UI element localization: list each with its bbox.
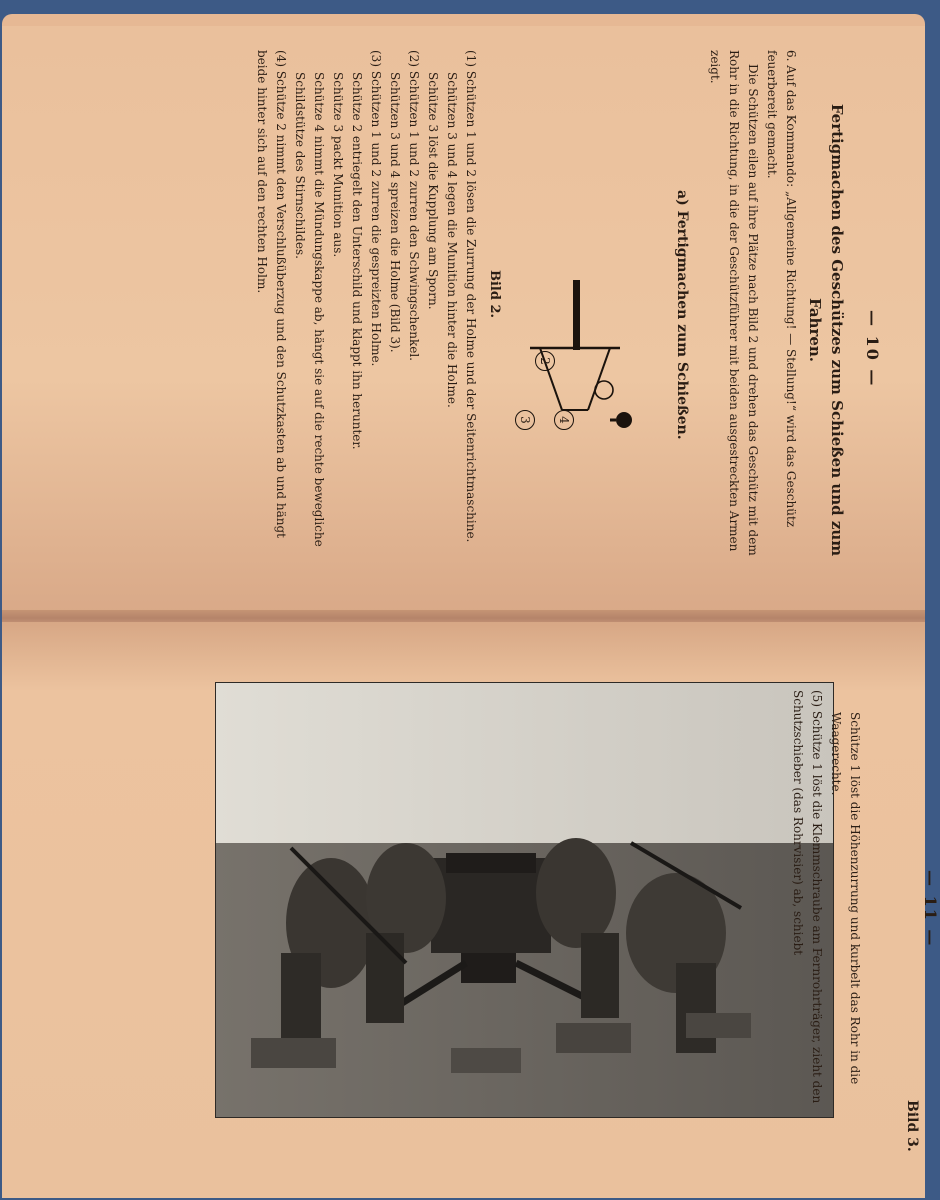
marker-3: 3: [515, 410, 535, 430]
step-item: Schütze 2 entriegelt den Unterschild und klappt ihn herunter.: [350, 72, 364, 450]
step-item: (4) Schütze 2 nimmt den Verschlußüberzug und den Schutzkasten ab und hängt beide hinter sich auf den rechten Holm.: [255, 50, 288, 538]
marker-2: 2: [535, 351, 555, 371]
step-list: [252, 50, 480, 560]
figure-bild-2: [510, 260, 650, 460]
step-item: (2) Schützen 1 und 2 zurren den Schwingschenkel.: [407, 50, 421, 361]
gun-leader-icon: [616, 412, 632, 428]
intro-paragraph: Die Schützen eilen auf ihre Plätze nach Bild 2 und drehen das Geschütz mit dem Rohr in die Richtung, in die der Geschützführer mit beiden ausgestreckten Armen zeigt.: [708, 50, 760, 556]
figure-caption-bild-2: Bild 2.: [487, 270, 502, 319]
gunner-1-icon: [595, 381, 613, 399]
gun-position-diagram: [510, 260, 650, 460]
text-paragraph: Schütze 1 löst die Höhenzurrung und kurbelt das Rohr in die Waagerechte.: [829, 712, 862, 1085]
page-number-10: — 10 —: [863, 310, 882, 388]
intro-text: [705, 50, 800, 560]
page-number-11: — 11 —: [921, 870, 940, 948]
step-item: (3) Schützen 1 und 2 zurren die gespreizten Holme.: [369, 50, 383, 367]
step-item: Schützen 3 und 4 spreizen die Holme (Bild 3).: [388, 72, 402, 353]
section-subtitle: a) Fertigmachen zum Schießen.: [674, 190, 690, 440]
intro-paragraph: 6. Auf das Kommando: „Allgemeine Richtung! — Stellung!“ wird das Geschütz feuerbereit gemacht.: [765, 50, 798, 528]
step-item: Schützen 3 und 4 legen die Munition hinter die Holme.: [445, 72, 459, 408]
page-10-content: [80, 40, 880, 580]
step-item: Schütze 4 nimmt die Mündungskappe ab, hängt sie auf die rechte bewegliche Schildstütze des Stirnschildes.: [293, 72, 326, 547]
step-item: Schütze 3 packt Munition aus.: [331, 72, 345, 258]
text-paragraph: (5) Schütze 1 löst die Klemmschraube am Fernrohrträger, zieht den Schutzschieber (das Rohrvisier) ab, schiebt: [791, 690, 824, 1104]
section-title: Fertigmachen des Geschützes zum Schießen und zum Fahren.: [806, 103, 846, 557]
page-11-content: [70, 640, 940, 1160]
gun-barrel-icon: [573, 280, 580, 350]
marker-4: 4: [554, 410, 574, 430]
photo-caption-bild-3: Bild 3.: [904, 1100, 920, 1152]
step-item: (1) Schützen 1 und 2 lösen die Zurrung der Holme und der Seitenrichtmaschine.: [464, 50, 478, 543]
page-11-text: [788, 690, 864, 1130]
step-item: Schütze 3 löst die Kupplung am Sporn.: [426, 72, 440, 310]
